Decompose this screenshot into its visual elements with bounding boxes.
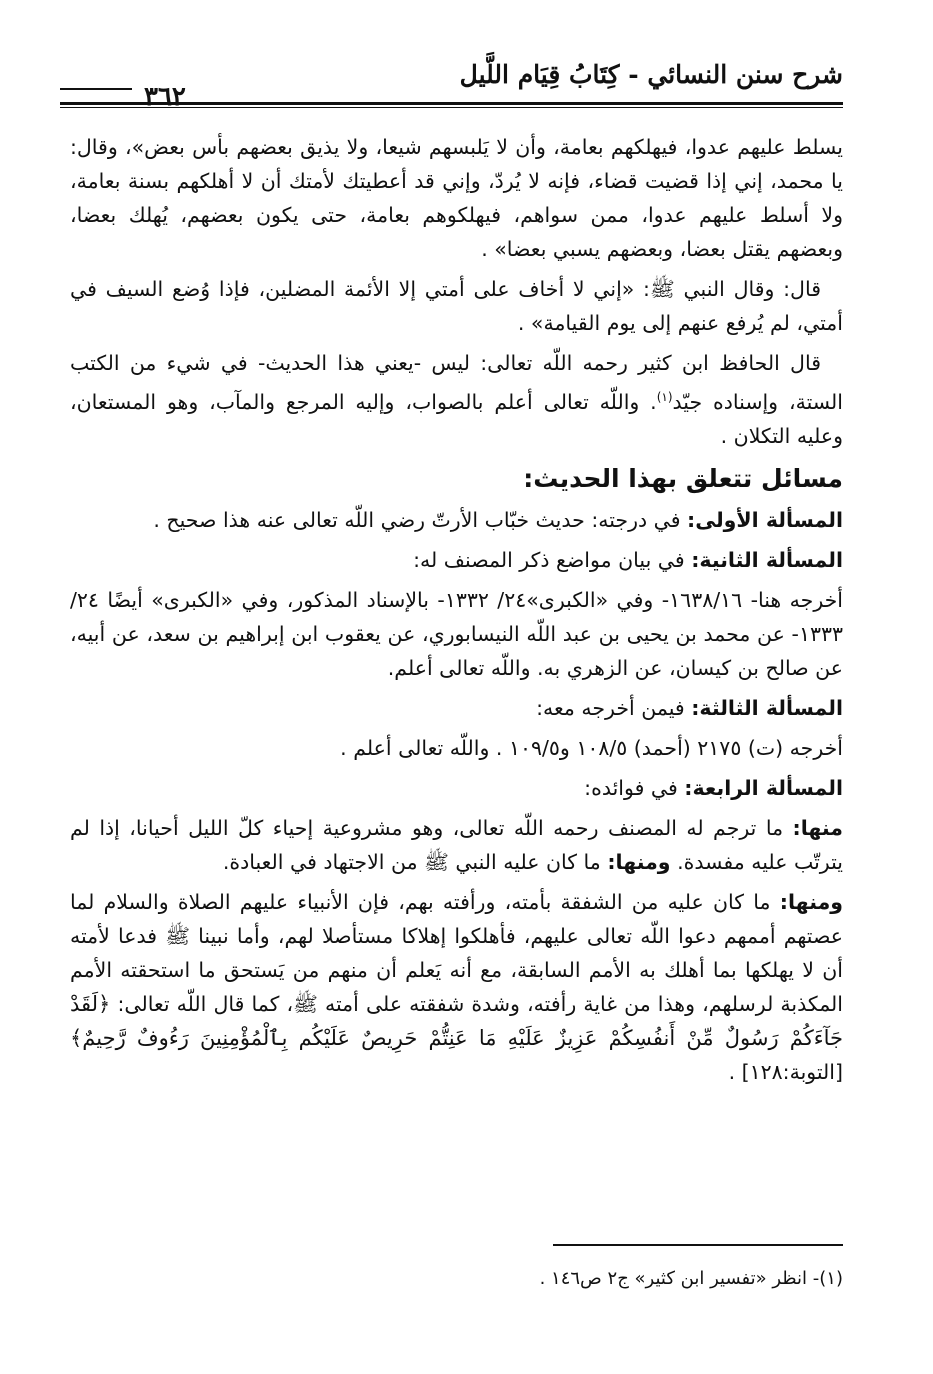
faida-3-text: ما كان عليه من الشفقة بأمته، ورأفته بهم، فإن الأنبياء عليهم الصلاة والسلام لما عصتهم أممهم دعوا اللّه تعالى عليهم، فأهلكوا إهلاكا مستأصلا لهم، وأما نبينا ﷺ فدعا لأمته أن لا يهلكها بما أهلك به الأمم السابقة، مع أنه يَعلم أن منهم من يَستحق ما استحقته الأمم المكذبة لرسلهم، وهذا من غاية رأفته، وشدة شفقته على أمته ﷺ، كما قال اللّه تعالى: — [70, 889, 843, 1016]
header-rule-left — [60, 88, 132, 90]
page-header — [60, 58, 843, 112]
faida-3 — [70, 885, 843, 1089]
page-number: ٣٦٢ — [144, 82, 186, 112]
masala-2-body: أخرجه هنا- ١٦٣٨/١٦- وفي «الكبرى»٢٤/ ١٣٣٢- بالإسناد المذكور، وفي «الكبرى» أيضًا ٢٤/ ١٣٣٣- عن محمد بن يحيى بن عبد اللّه النيسابوري، عن يعقوب ابن إبراهيم بن سعد، عن أبيه، عن صالح بن كيسان، عن الزهري به. واللّه تعالى أعلم. — [70, 587, 843, 680]
header-rule-thick — [60, 102, 843, 105]
quran-verse: ﴿لَقَدْ جَآءَكُمْ رَسُولٌ مِّنْ أَنفُسِكُمْ عَزِيزٌ عَلَيْهِ مَا عَنِتُّمْ حَرِيصٌ عَلَيْكُم بِٱلْمُؤْمِنِينَ رَءُوفٌ رَّحِيمٌ﴾ — [70, 991, 843, 1050]
masala-2-text: في بيان مواضع ذكر المصنف له: — [413, 547, 692, 572]
masala-2 — [70, 543, 843, 577]
footnote-rule — [553, 1244, 843, 1246]
page-body — [70, 130, 843, 1095]
footnote-marker: (١) — [656, 390, 673, 404]
masala-4-label: المسألة الرابعة: — [684, 775, 843, 800]
masala-1-text: في درجته: حديث خبّاب الأرتّ رضي اللّه تعالى عنه هذا صحيح . — [153, 507, 688, 532]
footnote: (١)- انظر «تفسير ابن كثير» ج٢ ص١٤٦ . — [539, 1268, 843, 1289]
paragraph-hadith-end: يسلط عليهم عدوا، فيهلكهم بعامة، وأن لا يَلبسهم شيعا، ولا يذيق بعضهم بأس بعض»، وقال: يا محمد، إني إذا قضيت قضاء، فإنه لا يُردّ، وإني قد أعطيتك لأمتك أن لا أهلكهم بسنة بعامة، ولا أسلط عليهم عدوا، ممن سواهم، فيهلكوهم بعامة، حتى يكون بعضهم، يُهلك بعضا، وبعضهم يقتل بعضا، وبعضهم يسبي بعضا» . — [70, 135, 843, 261]
verse-reference: [التوبة:١٢٨] . — [728, 1059, 843, 1084]
faida-2-label: ومنها: — [607, 849, 671, 874]
masala-3-text: فيمن أخرجه معه: — [536, 695, 692, 720]
masala-2-label: المسألة الثانية: — [691, 547, 843, 572]
masala-1-label: المسألة الأولى: — [687, 507, 843, 532]
masala-3-label: المسألة الثالثة: — [691, 695, 843, 720]
section-title: مسائل تتعلق بهذا الحديث: — [523, 463, 843, 493]
running-title: شرح سنن النسائي - كِتَابُ قِيَام اللَّيل — [459, 60, 843, 89]
paragraph-hadith-imams: قال: وقال النبي ﷺ: «إني لا أخاف على أمتي إلا الأئمة المضلين، فإذا وُضع السيف في أمتي، لم يُرفع عنهم إلى يوم القيامة» . — [70, 277, 843, 335]
faida-1 — [70, 811, 843, 879]
header-rule-thin — [60, 107, 843, 108]
masala-3-body: أخرجه (ت) ٢١٧٥ (أحمد) ١٠٨/٥ و١٠٩/٥ . واللّه تعالى أعلم . — [340, 735, 843, 760]
ibn-kathir-text-end: . واللّه تعالى أعلم بالصواب، وإليه المرجع والمآب، وهو المستعان، وعليه التكلان . — [70, 389, 843, 448]
faida-3-label: ومنها: — [779, 889, 843, 914]
masala-4 — [70, 771, 843, 805]
ibn-kathir-text: قال الحافظ ابن كثير رحمه اللّه تعالى: ليس -يعني هذا الحديث- في شيء من الكتب الستة، وإسناده جيّد — [70, 351, 843, 414]
masala-1 — [70, 503, 843, 537]
faida-2-text: ما كان عليه النبي ﷺ من الاجتهاد في العبادة. — [222, 849, 608, 874]
faida-1-label: منها: — [792, 815, 843, 840]
paragraph-ibn-kathir — [70, 346, 843, 453]
masala-4-text: في فوائده: — [584, 775, 685, 800]
masala-3 — [70, 691, 843, 725]
faida-1-text: ما ترجم له المصنف رحمه اللّه تعالى، وهو مشروعية إحياء كلّ الليل أحيانا، إذا لم يترتّب عليه مفسدة. — [70, 815, 843, 874]
